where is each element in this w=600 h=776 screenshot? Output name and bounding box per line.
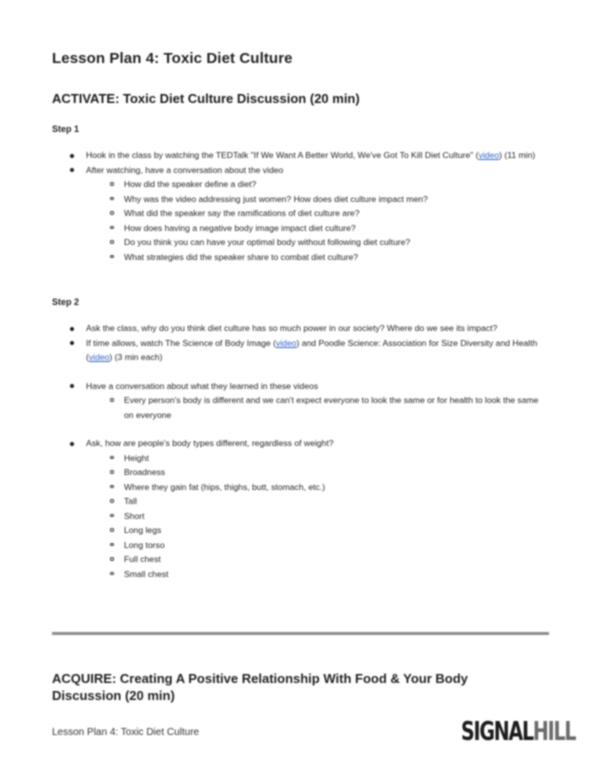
sub-list-item: Long torso xyxy=(124,538,544,553)
bullet-text: Hook in the class by watching the TEDTalk "If We Want A Better World, We've Got To Kill Diet Culture" ( xyxy=(86,150,479,160)
sub-list-item: Short xyxy=(124,509,544,524)
video-link[interactable]: video xyxy=(275,337,297,348)
bullet-text: ) (11 min) xyxy=(499,150,536,160)
logo-part-2: HILL xyxy=(532,717,576,747)
list-item: Have a conversation about what they learned in these videos xyxy=(86,379,546,394)
step2-label: Step 2 xyxy=(52,297,80,307)
logo-part-1: SIGNAL xyxy=(461,717,533,747)
list-item xyxy=(86,148,546,163)
spacer xyxy=(0,422,600,436)
sub-list-item: Tall xyxy=(124,494,544,509)
sub-list-item: What did the speaker say the ramifications of diet culture are? xyxy=(124,206,544,221)
sub-list-item: How did the speaker define a diet? xyxy=(124,177,544,192)
section-divider xyxy=(52,632,549,635)
signal-hill-logo xyxy=(461,712,576,753)
sub-list-item: Full chest xyxy=(124,552,544,567)
bullet-text: ) and Poodle Science: Association for Size Diversity and Health ( xyxy=(86,337,538,362)
sub-list-item: Do you think you can have your optimal body without following diet culture? xyxy=(124,235,544,250)
sub-list-item: Long legs xyxy=(124,523,544,538)
step2-list xyxy=(0,321,600,581)
sub-list-item: How does having a negative body image impact diet culture? xyxy=(124,221,544,236)
acquire-heading: ACQUIRE: Creating A Positive Relationship With Food & Your Body Discussion (20 min) xyxy=(52,671,468,703)
sub-list-item: What strategies did the speaker share to combat diet culture? xyxy=(124,250,544,265)
footer-title: Lesson Plan 4: Toxic Diet Culture xyxy=(52,727,200,738)
activate-heading: ACTIVATE: Toxic Diet Culture Discussion (20 min) xyxy=(52,91,360,106)
sub-list-item: Why was the video addressing just women? How does diet culture impact men? xyxy=(124,192,544,207)
sub-list-item: Every person's body is different and we can't expect everyone to look the same or for health to look the same on everyone xyxy=(124,393,544,422)
step1-label: Step 1 xyxy=(52,124,80,134)
sub-list-item: Broadness xyxy=(124,465,544,480)
video-link[interactable]: video xyxy=(478,150,500,160)
list-item: After watching, have a conversation about the video xyxy=(86,163,546,178)
list-item: Ask the class, why do you think diet culture has so much power in our society? Where do we see its impact? xyxy=(86,321,546,336)
bullet-text: If time allows, watch The Science of Body Image ( xyxy=(86,337,276,348)
sub-list-item: Where they gain fat (hips, thighs, butt, stomach, etc.) xyxy=(124,480,544,495)
list-item: Ask, how are people's body types different, regardless of weight? xyxy=(86,436,546,451)
bullet-text: ) (3 min each) xyxy=(109,352,163,362)
page-title: Lesson Plan 4: Toxic Diet Culture xyxy=(52,50,293,67)
sub-list-item: Height xyxy=(124,451,544,466)
list-item xyxy=(86,336,546,365)
video-link[interactable]: video xyxy=(88,352,110,362)
spacer xyxy=(0,365,600,379)
step1-list xyxy=(0,148,600,264)
sub-list-item: Small chest xyxy=(124,567,544,582)
